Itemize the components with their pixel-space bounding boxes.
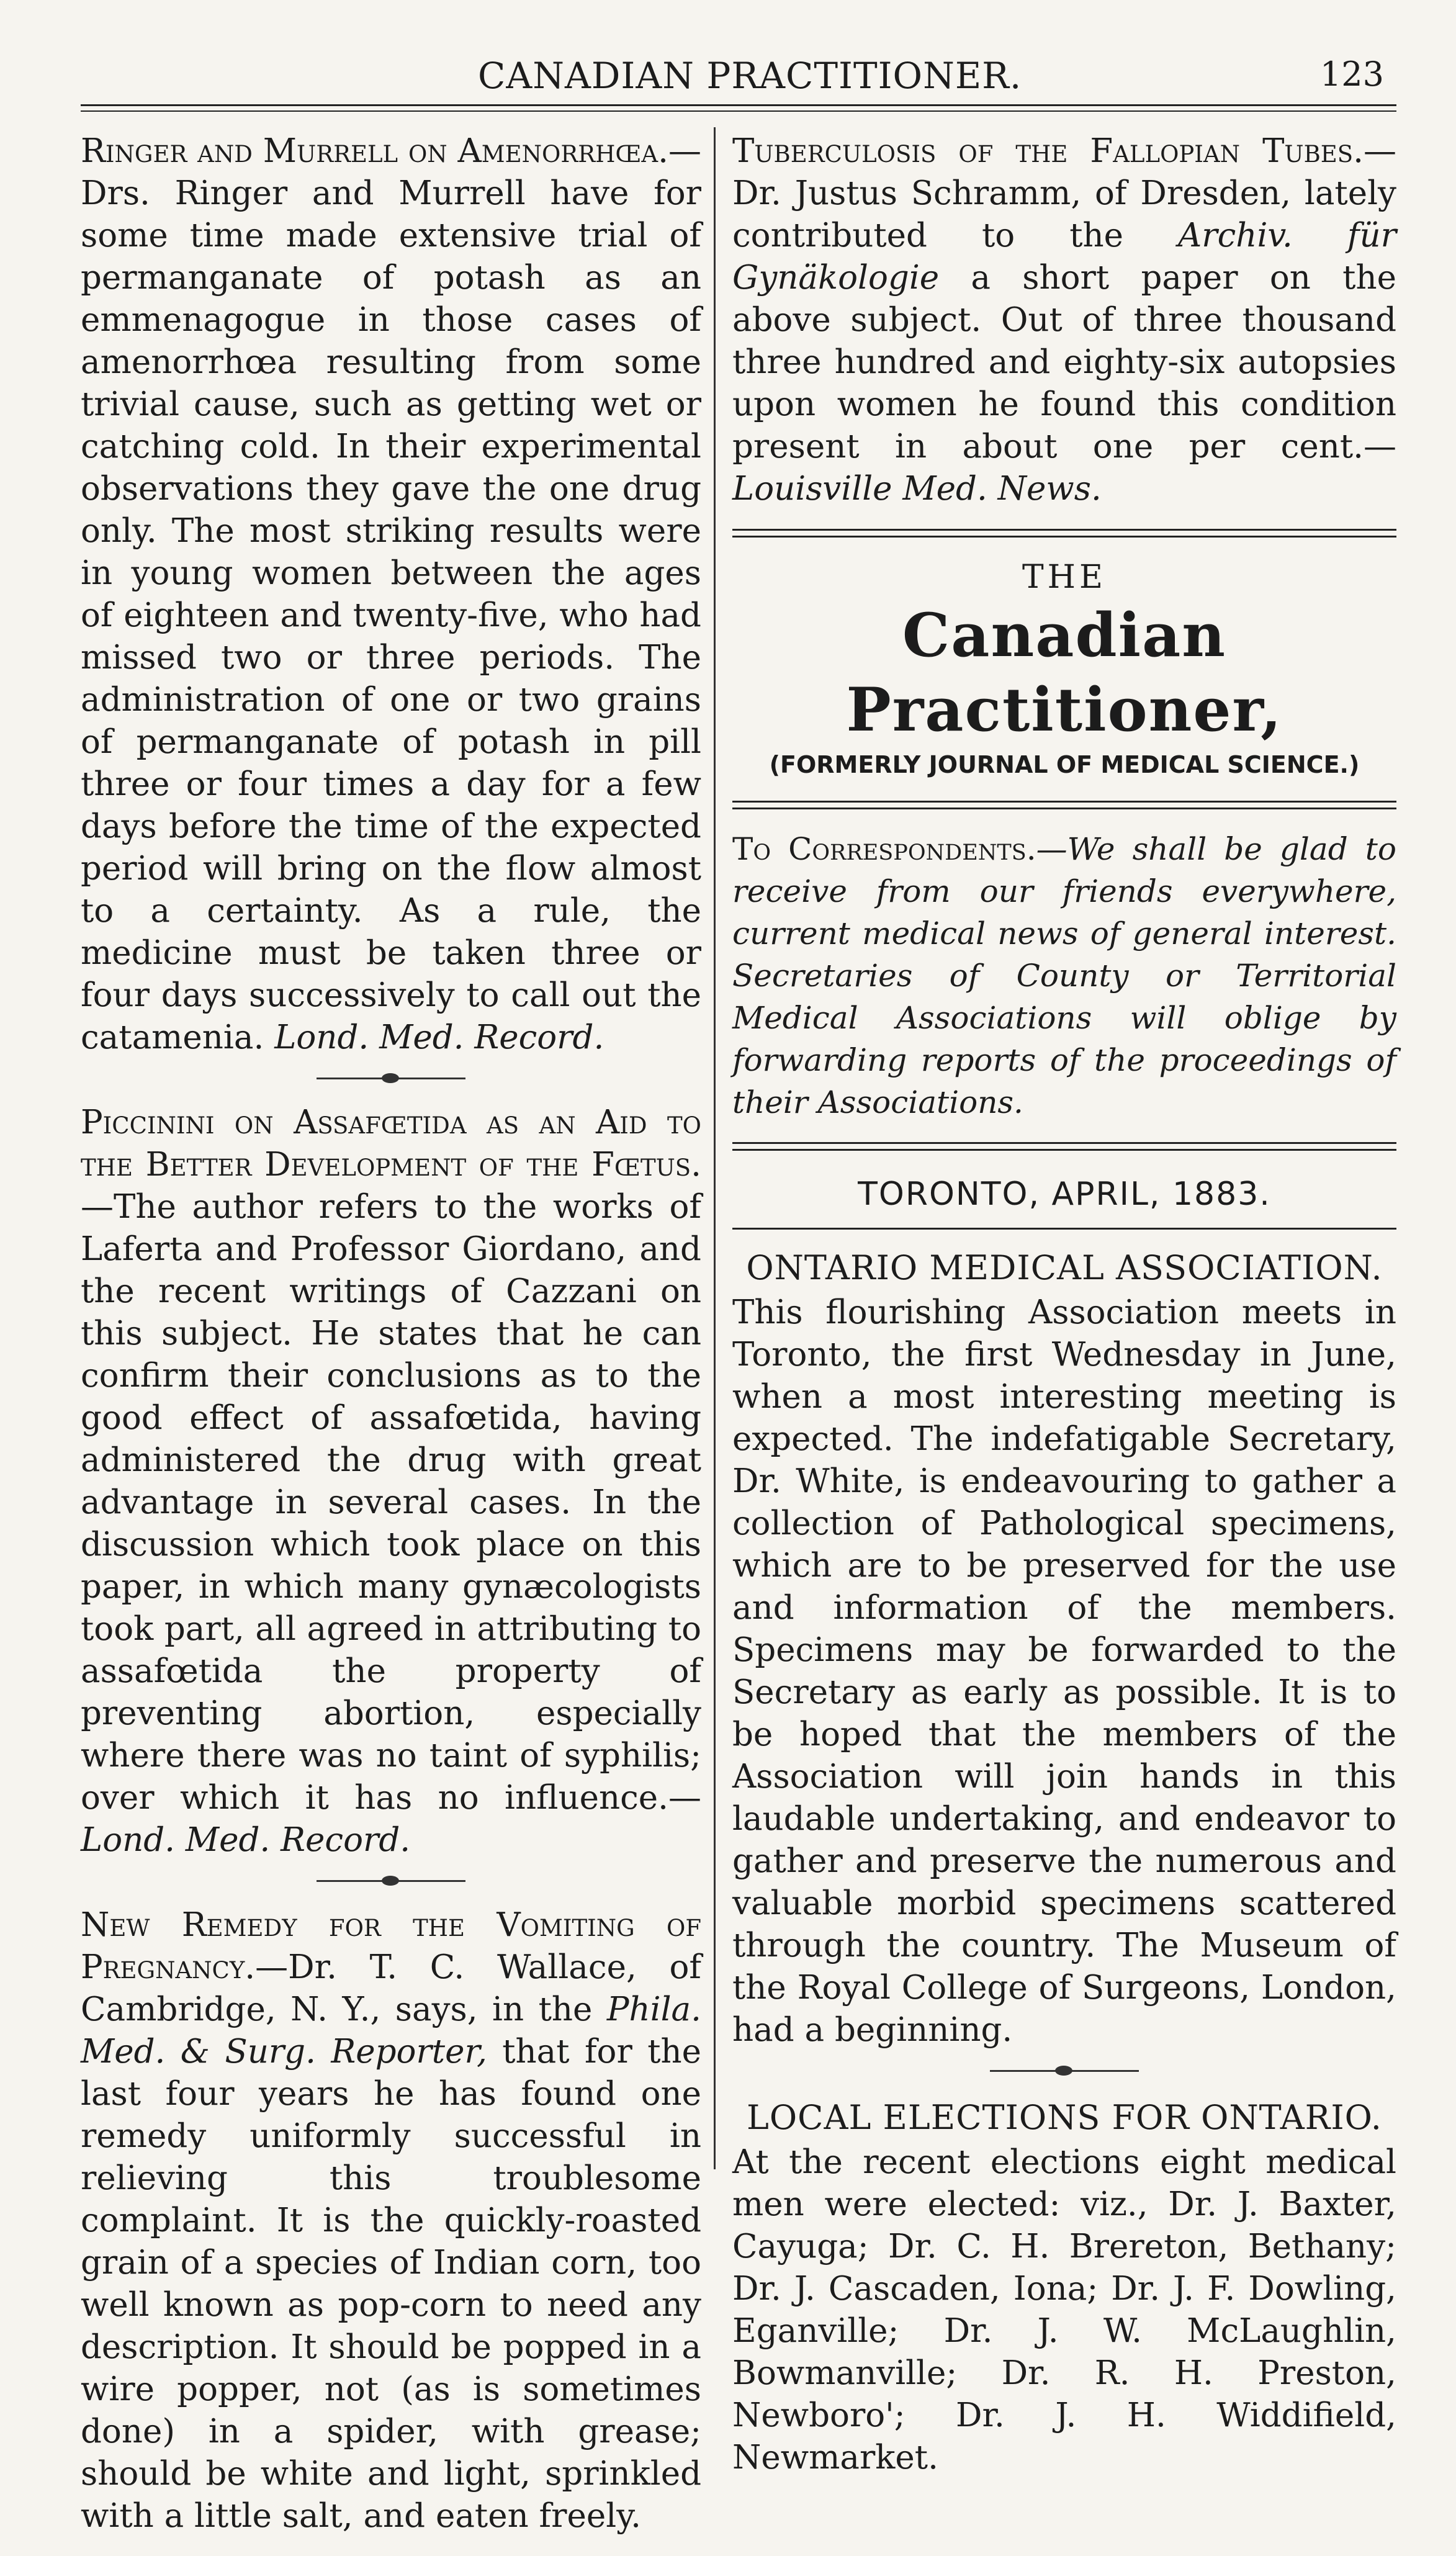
masthead-rule-top: [732, 529, 1396, 538]
article-tuberculosis: [732, 130, 1396, 510]
article-body: —Dr. Justus Schramm, of Dresden, lately contributed to the: [732, 132, 1396, 254]
running-title: CANADIAN PRACTITIONER.: [478, 55, 1022, 97]
page-number: 123: [1319, 55, 1384, 94]
masthead-title: Canadian Practitioner,: [846, 600, 1283, 745]
section-heading-elections: LOCAL ELECTIONS FOR ONTARIO.: [747, 2098, 1382, 2137]
notice-text: —We shall be glad to receive from our friends everywhere, current medical news of general interest. Secretaries of County or Territorial Medical Associations will oblige by forwarding reports of the proceedings of their Associations.: [732, 831, 1396, 1120]
dateline: TORONTO, APRIL, 1883.: [858, 1176, 1271, 1213]
article-source: Lond. Med. Record.: [274, 1019, 604, 1056]
dateline-rule-bottom: [732, 1228, 1396, 1230]
running-head: [81, 55, 1384, 98]
masthead-rule-bottom: [732, 801, 1396, 809]
column-divider: [714, 127, 716, 2169]
correspondents-notice: [732, 828, 1396, 1123]
journal-name: Archiv. für Gynäkologie: [732, 217, 1396, 297]
masthead-subtitle: (FORMERLY JOURNAL OF MEDICAL SCIENCE.): [769, 751, 1360, 778]
header-rule-lower: [81, 110, 1396, 112]
header-rule: [81, 104, 1396, 106]
section-separator: [317, 1880, 465, 1882]
article-source: Lond. Med. Record.: [81, 1821, 411, 1859]
article-source: Louisville Med. News.: [732, 470, 1102, 508]
article-body-cont: a short paper on the above subject. Out of three thousand three hundred and eighty-six autopsies upon women he found this condition present in about one per cent.—: [732, 259, 1396, 466]
masthead-the: THE: [1022, 559, 1107, 596]
section-heading-ontario: ONTARIO MEDICAL ASSOCIATION.: [746, 1248, 1383, 1287]
section-separator: [990, 2070, 1139, 2072]
article-new-remedy: [81, 1904, 701, 2537]
elections-body: At the recent elections eight medical men were elected: viz., Dr. J. Baxter, Cayuga; Dr. C. H. Brereton, Bethany; Dr. J. Cascaden, Iona; Dr. J. F. Dowling, Eganville; Dr. J. W. McLaughlin, Bowmanville; Dr. R. H. Preston, Newboro'; Dr. J. H. Widdifield, Newmarket.: [732, 2143, 1396, 2477]
article-title: New Remedy for the Vomiting of Pregnancy.: [81, 1906, 701, 1986]
article-body: —The author refers to the works of Laferta and Professor Giordano, and the recent writings of Cazzani on this subject. He states that he can confirm their conclusions as to the good effect of assafœtida, having administered the drug with great advantage in several cases. In the discussion which took place on this paper, in which many gynæcologists took part, all agreed in attributing to assafœtida the property of preventing abortion, especially where there was no taint of syphilis; over which it has no influence.—: [81, 1188, 701, 1817]
right-column: [732, 130, 1396, 2498]
article-ringer-murrell: [81, 130, 701, 1059]
section-separator: [317, 1078, 465, 1079]
journal-name: Phila. Med. & Surg. Reporter,: [81, 1991, 701, 2071]
article-body: —Dr. T. C. Wallace, of Cambridge, N. Y., says, in the: [81, 1948, 701, 2028]
notice-label: To Correspondents.: [732, 831, 1036, 867]
article-body: —Drs. Ringer and Murrell have for some time made extensive trial of permanganate of potash as an emmenagogue in those cases of amenorrhœa resulting from some trivial cause, such as getting wet or catching cold. In their experimental observations they gave the one drug only. The most striking results were in young women between the ages of eighteen and twenty-five, who had missed two or three periods. The administration of one or two grains of permanganate of potash in pill three or four times a day for a few days before the time of the expected period will bring on the flow almost to a certainty. As a rule, the medicine must be taken three or four days successively to call out the catamenia.: [81, 132, 702, 1056]
left-column: [81, 130, 701, 2556]
article-title: Ringer and Murrell on Amenorrhœa.: [81, 132, 669, 170]
article-title: Tuberculosis of the Fallopian Tubes.: [732, 132, 1364, 170]
article-piccinini: [81, 1102, 701, 1861]
article-title: Piccinini on Assafœtida as an Aid to the Better Development of the Fœtus.: [81, 1104, 701, 1184]
article-body-cont: that for the last four years he has found one remedy uniformly successful in relieving this troublesome complaint. It is the quickly-roasted grain of a species of Indian corn, too well known as pop-corn to need any description. It should be popped in a wire popper, not (as is sometimes done) in a spider, with grease; should be white and light, sprinkled with a little salt, and eaten freely.: [81, 2033, 701, 2535]
dateline-rule-top: [732, 1142, 1396, 1151]
ontario-association-body: This flourishing Association meets in Toronto, the first Wednesday in June, when a most interesting meeting is expected. The indefatigable Secretary, Dr. White, is endeavouring to gather a collection of Pathological specimens, which are to be preserved for the use and information of the members. Specimens may be forwarded to the Secretary as early as possible. It is to be hoped that the members of the Association will join hands in this laudable undertaking, and endeavor to gather and preserve the numerous and valuable morbid specimens scattered through the country. The Museum of the Royal College of Surgeons, London, had a beginning.: [732, 1294, 1396, 2049]
